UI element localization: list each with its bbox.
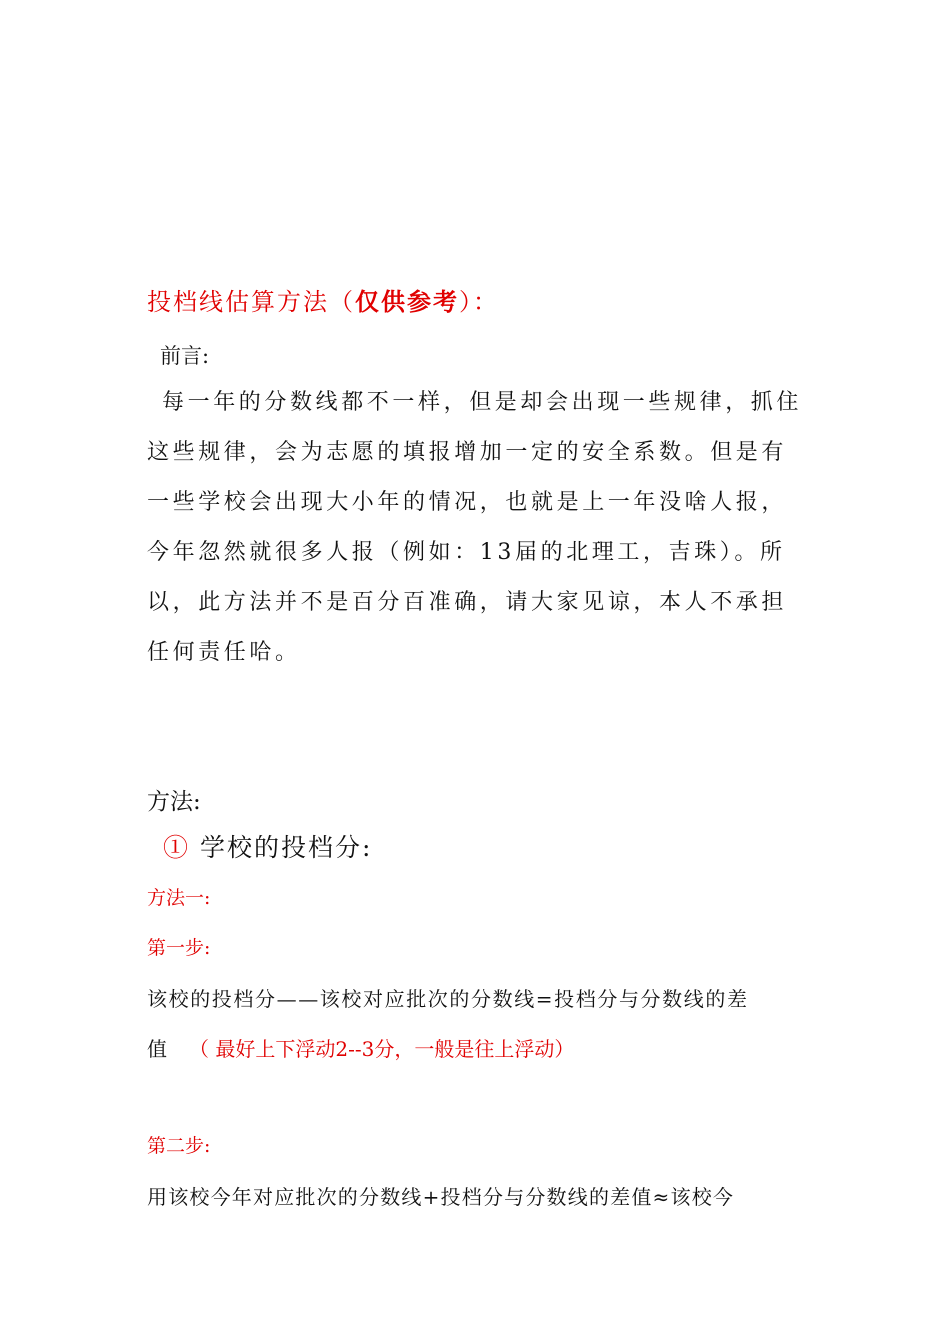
- step-two-formula: 用该校今年对应批次的分数线+投档分与分数线的差值≈该校今: [147, 1185, 735, 1209]
- preface-line: 一些学校会出现大小年的情况，也就是上一年没啥人报，: [147, 490, 788, 515]
- title-emphasis: 仅供参考: [355, 287, 459, 316]
- step-one-formula-tail: 值: [147, 1037, 167, 1061]
- step-one-note: （ 最好上下浮动2--3分，一般是往上浮动）: [189, 1037, 575, 1061]
- step-one-label: 第一步:: [147, 937, 211, 959]
- step-two-label: 第二步:: [147, 1135, 211, 1157]
- preface-line: 每一年的分数线都不一样，但是却会出现一些规律，抓住: [162, 390, 803, 415]
- method-heading: 方法:: [147, 789, 201, 815]
- title-tail: ）：: [459, 288, 499, 316]
- preface-line: 这些规律，会为志愿的填报增加一定的安全系数。但是有: [147, 440, 788, 465]
- title-main: 投档线估算方法（: [147, 288, 355, 316]
- preface-line: 以，此方法并不是百分百准确，请大家见谅，本人不承担: [147, 590, 788, 615]
- method-one-label: 方法一:: [147, 887, 211, 909]
- step-one-formula-continued: [147, 1033, 574, 1062]
- step-one-formula: 该校的投档分——该校对应批次的分数线=投档分与分数线的差: [147, 987, 749, 1011]
- preface-line: 任何责任哈。: [147, 640, 301, 665]
- document-title: [147, 282, 499, 317]
- circled-number-marker: ①: [163, 833, 191, 862]
- school-score-heading: [163, 828, 372, 864]
- school-score-text: 学校的投档分:: [199, 833, 373, 862]
- preface-line: 今年忽然就很多人报（例如：13届的北理工，吉珠）。所: [147, 540, 786, 565]
- preface-label: 前言:: [160, 344, 210, 368]
